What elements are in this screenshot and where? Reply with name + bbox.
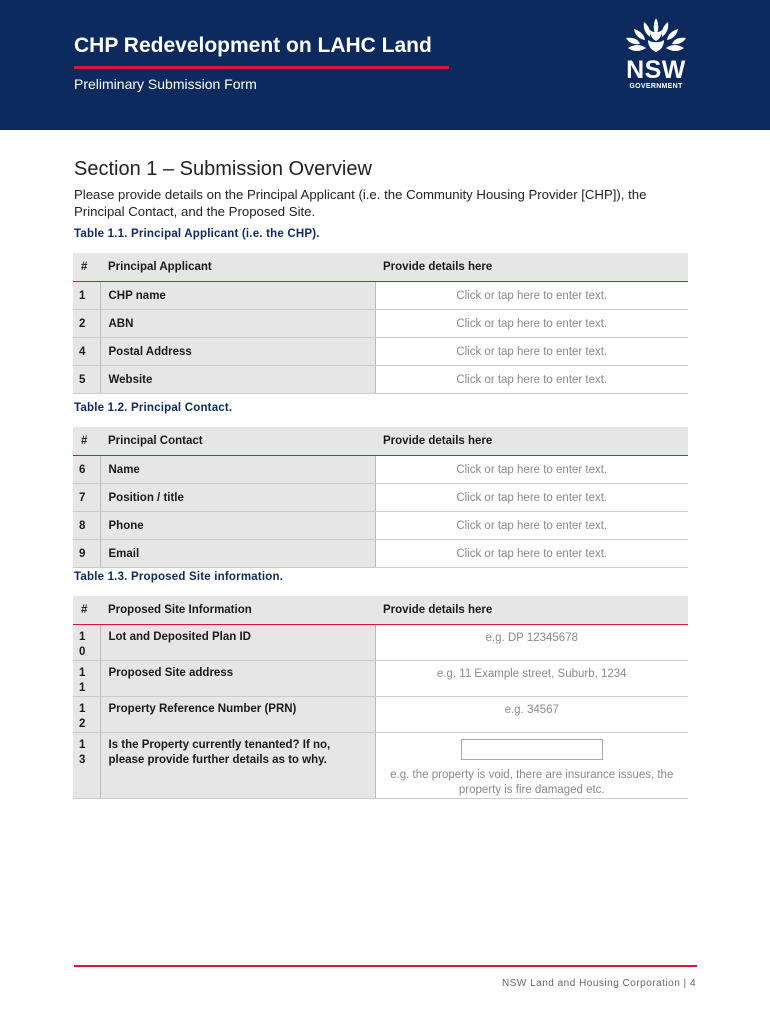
tenanted-details-cell bbox=[375, 733, 688, 799]
column-header-number: # bbox=[73, 596, 100, 625]
document-subtitle: Preliminary Submission Form bbox=[74, 76, 257, 92]
row-number: 2 bbox=[73, 310, 100, 338]
row-label: Phone bbox=[100, 512, 375, 540]
table-header-row bbox=[73, 427, 688, 456]
row-label: Position / title bbox=[100, 484, 375, 512]
lot-dp-input[interactable]: e.g. DP 12345678 bbox=[375, 625, 688, 661]
column-header-field: Proposed Site Information bbox=[100, 596, 375, 625]
principal-applicant-table bbox=[73, 253, 688, 394]
site-address-input[interactable]: e.g. 11 Example street, Suburb, 1234 bbox=[375, 661, 688, 697]
table-row bbox=[73, 366, 688, 394]
table-row bbox=[73, 282, 688, 310]
table-row bbox=[73, 540, 688, 568]
tenanted-details-input[interactable]: e.g. the property is void, there are insurance issues, the property is fire damaged etc. bbox=[390, 769, 674, 796]
section-title: Section 1 – Submission Overview bbox=[74, 158, 372, 180]
row-number: 4 bbox=[73, 338, 100, 366]
row-number: 1 bbox=[73, 282, 100, 310]
table-row bbox=[73, 456, 688, 484]
table-1-caption: Table 1.1. Principal Applicant (i.e. the CHP). bbox=[74, 228, 320, 240]
logo-government-text: GOVERNMENT bbox=[629, 83, 683, 90]
table-header-row bbox=[73, 596, 688, 625]
table-header-row bbox=[73, 253, 688, 282]
chp-name-input[interactable]: Click or tap here to enter text. bbox=[375, 282, 688, 310]
row-number: 5 bbox=[73, 366, 100, 394]
column-header-number: # bbox=[73, 427, 100, 456]
tenanted-checkbox-field[interactable] bbox=[461, 739, 603, 760]
nsw-government-logo bbox=[620, 16, 692, 96]
column-header-details: Provide details here bbox=[375, 253, 688, 282]
proposed-site-table bbox=[73, 596, 688, 799]
table-row bbox=[73, 512, 688, 540]
column-header-number: # bbox=[73, 253, 100, 282]
principal-contact-table bbox=[73, 427, 688, 568]
column-header-field: Principal Contact bbox=[100, 427, 375, 456]
table-row bbox=[73, 733, 688, 799]
row-number: 9 bbox=[73, 540, 100, 568]
row-label: Property Reference Number (PRN) bbox=[100, 697, 375, 733]
row-label: CHP name bbox=[100, 282, 375, 310]
row-number: 1 0 bbox=[73, 625, 100, 661]
table-row bbox=[73, 661, 688, 697]
contact-name-input[interactable]: Click or tap here to enter text. bbox=[375, 456, 688, 484]
row-label: Postal Address bbox=[100, 338, 375, 366]
table-3-caption: Table 1.3. Proposed Site information. bbox=[74, 571, 284, 583]
row-number: 1 2 bbox=[73, 697, 100, 733]
row-number: 7 bbox=[73, 484, 100, 512]
column-header-field: Principal Applicant bbox=[100, 253, 375, 282]
position-title-input[interactable]: Click or tap here to enter text. bbox=[375, 484, 688, 512]
prn-input[interactable]: e.g. 34567 bbox=[375, 697, 688, 733]
abn-input[interactable]: Click or tap here to enter text. bbox=[375, 310, 688, 338]
row-label: Is the Property currently tenanted? If no, please provide further details as to why. bbox=[100, 733, 375, 799]
postal-address-input[interactable]: Click or tap here to enter text. bbox=[375, 338, 688, 366]
table-row bbox=[73, 338, 688, 366]
waratah-icon bbox=[620, 16, 692, 58]
section-intro: Please provide details on the Principal Applicant (i.e. the Community Housing Provider [CHP]), the Principal Contact, and the Proposed Site. bbox=[74, 187, 647, 219]
page-header bbox=[0, 0, 770, 130]
footer-page-label: NSW Land and Housing Corporation | 4 bbox=[501, 978, 696, 989]
row-label: Name bbox=[100, 456, 375, 484]
header-divider bbox=[74, 66, 449, 69]
row-number: 1 1 bbox=[73, 661, 100, 697]
row-number: 1 3 bbox=[73, 733, 100, 799]
table-row bbox=[73, 625, 688, 661]
row-label: ABN bbox=[100, 310, 375, 338]
email-input[interactable]: Click or tap here to enter text. bbox=[375, 540, 688, 568]
row-number: 6 bbox=[73, 456, 100, 484]
table-row bbox=[73, 484, 688, 512]
table-row bbox=[73, 310, 688, 338]
row-label: Proposed Site address bbox=[100, 661, 375, 697]
row-label: Lot and Deposited Plan ID bbox=[100, 625, 375, 661]
row-label: Email bbox=[100, 540, 375, 568]
row-label: Website bbox=[100, 366, 375, 394]
website-input[interactable]: Click or tap here to enter text. bbox=[375, 366, 688, 394]
row-number: 8 bbox=[73, 512, 100, 540]
table-2-caption: Table 1.2. Principal Contact. bbox=[74, 402, 233, 414]
phone-input[interactable]: Click or tap here to enter text. bbox=[375, 512, 688, 540]
document-title: CHP Redevelopment on LAHC Land bbox=[74, 34, 432, 57]
logo-nsw-text: NSW bbox=[626, 56, 686, 84]
table-row bbox=[73, 697, 688, 733]
footer-divider bbox=[74, 965, 697, 967]
column-header-details: Provide details here bbox=[375, 596, 688, 625]
column-header-details: Provide details here bbox=[375, 427, 688, 456]
